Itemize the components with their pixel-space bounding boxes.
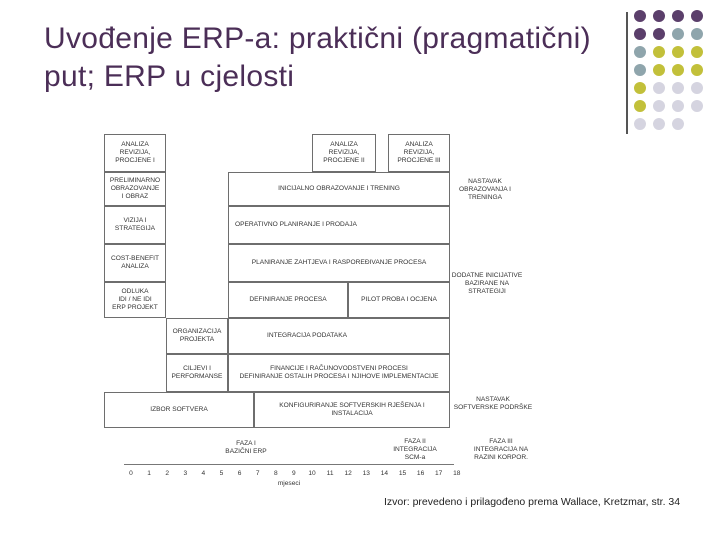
decorative-dot xyxy=(634,28,646,40)
decorative-dot xyxy=(691,28,703,40)
decorative-dot xyxy=(672,28,684,40)
decorative-dot xyxy=(634,82,646,94)
decorative-dot xyxy=(672,64,684,76)
phase-2-label: FAZA II INTEGRACIJA SCM-a xyxy=(393,438,437,461)
phase-3-label: FAZA III INTEGRACIJA NA RAZINI KORPOR. xyxy=(473,438,529,461)
axis-tick-label: 6 xyxy=(237,470,242,477)
decorative-dot xyxy=(672,100,684,112)
decorative-dot xyxy=(634,10,646,22)
decorative-dot xyxy=(691,64,703,76)
decorative-dot xyxy=(691,46,703,58)
analysis-box-1: ANALIZA REVIZIJA, PROCJENE I xyxy=(104,134,166,172)
axis-unit-label: mjeseci xyxy=(277,480,301,487)
analysis-box-2: ANALIZA REVIZIJA, PROCJENE II xyxy=(312,134,376,172)
software-selection-bar: IZBOR SOFTVERA xyxy=(104,392,254,428)
performance-goals-box: CILJEVI I PERFORMANSE xyxy=(166,354,228,392)
continued-education-label: NASTAVAK OBRAZOVANJA I TRENINGA xyxy=(459,178,511,201)
data-integrity-bar: INTEGRACIJA PODATAKA xyxy=(228,318,450,354)
axis-tick-label: 9 xyxy=(292,470,296,477)
axis-tick-label: 10 xyxy=(308,470,316,477)
decorative-dot xyxy=(653,100,665,112)
axis-tick-label: 13 xyxy=(362,470,370,477)
axis-tick-label: 3 xyxy=(183,470,188,477)
axis-tick-label: 1 xyxy=(147,470,151,477)
pilot-bar: PILOT PROBA I OCJENA xyxy=(348,282,450,318)
decorative-dot xyxy=(672,82,684,94)
decorative-dot xyxy=(634,100,646,112)
software-configuration-bar: KONFIGURIRANJE SOFTVERSKIH RJEŠENJA I INSTALACIJA xyxy=(254,392,450,428)
operative-planning-bar: OPERATIVNO PLANIRANJE I PRODAJA xyxy=(228,206,450,244)
axis-tick-label: 7 xyxy=(255,470,260,477)
software-support-label: NASTAVAK SOFTVERSKE PODRŠKE xyxy=(453,396,533,411)
decorative-dot xyxy=(672,118,684,130)
decorative-dot xyxy=(653,28,665,40)
decorative-dot xyxy=(653,46,665,58)
decorative-dot xyxy=(653,82,665,94)
timeline-axis-line xyxy=(124,464,454,465)
preliminary-education-box: PRELIMINARNO OBRAZOVANJE I OBRAZ xyxy=(104,172,166,206)
requirements-planning-bar: PLANIRANJE ZAHTJEVA I RASPOREĐIVANJE PROCESA xyxy=(228,244,450,282)
analysis-box-3: ANALIZA REVIZIJA, PROCJENE III xyxy=(388,134,450,172)
decorative-dot xyxy=(634,46,646,58)
vision-strategy-box: VIZIJA I STRATEGIJA xyxy=(104,206,166,244)
decorative-dot xyxy=(672,46,684,58)
axis-tick-label: 11 xyxy=(326,470,334,477)
process-definition-bar: DEFINIRANJE PROCESA xyxy=(228,282,348,318)
decorative-dot xyxy=(691,82,703,94)
axis-tick-label: 15 xyxy=(398,470,407,477)
axis-tick-label: 2 xyxy=(165,470,170,477)
decorative-dot xyxy=(691,10,703,22)
axis-tick-label: 18 xyxy=(453,470,461,477)
axis-tick-label: 8 xyxy=(273,470,278,477)
project-organization-box: ORGANIZACIJA PROJEKTA xyxy=(166,318,228,354)
decorative-dot-grid xyxy=(634,10,718,136)
additional-initiatives-label: DODATNE INICIJATIVE BAZIRANE NA STRATEGIJI xyxy=(451,272,523,295)
decorative-dot xyxy=(653,118,665,130)
axis-tick-label: 0 xyxy=(129,470,133,477)
decorative-dot xyxy=(653,64,665,76)
axis-tick-label: 17 xyxy=(435,470,443,477)
axis-tick-label: 5 xyxy=(219,470,224,477)
source-note: Izvor: prevedeno i prilagođeno prema Wallace, Kretzmar, str. 34 xyxy=(384,496,681,508)
decorative-dot xyxy=(634,118,646,130)
decorative-dot xyxy=(672,10,684,22)
axis-tick-label: 16 xyxy=(416,470,425,477)
axis-tick-label: 14 xyxy=(380,470,389,477)
initial-education-bar: INICIJALNO OBRAZOVANJE I TRENING xyxy=(228,172,450,206)
axis-tick-label: 4 xyxy=(201,470,206,477)
cost-benefit-box: COST-BENEFIT ANALIZA xyxy=(104,244,166,282)
phase-1-label: FAZA I BAZIČNI ERP xyxy=(225,440,267,455)
decorative-dot xyxy=(653,10,665,22)
go-nogo-decision-box: ODLUKA IDI / NE IDI ERP PROJEKT xyxy=(104,282,166,318)
financial-processes-bar: FINANCIJE I RAČUNOVODSTVENI PROCESI DEFINIRANJE OSTALIH PROCESA I NJIHOVE IMPLEMENTACIJE xyxy=(228,354,450,392)
decorative-dot xyxy=(691,100,703,112)
slide-title: Uvođenje ERP-a: praktični (pragmatični) put; ERP u cjelosti xyxy=(44,22,591,93)
decorative-dot xyxy=(634,64,646,76)
title-divider xyxy=(626,12,628,134)
axis-tick-label: 12 xyxy=(344,470,352,477)
erp-implementation-diagram xyxy=(104,130,533,490)
